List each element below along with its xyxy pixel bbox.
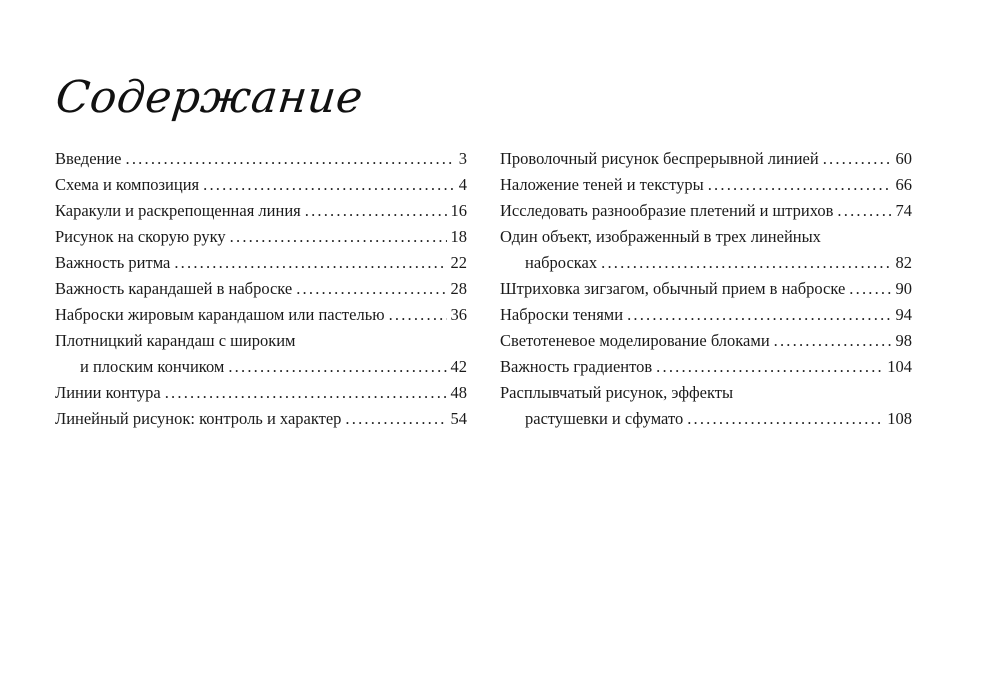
toc-entry-shadows-texture[interactable] bbox=[500, 172, 912, 198]
toc-entry-label-line1: Плотницкий карандаш с широким bbox=[55, 331, 296, 350]
toc-entry-carpenter-pencil[interactable] bbox=[55, 328, 467, 380]
toc-entry-page: 4 bbox=[458, 175, 467, 194]
toc-entry-line-drawing[interactable] bbox=[55, 406, 467, 432]
toc-entry-page: 48 bbox=[450, 383, 467, 402]
toc-entry-page: 74 bbox=[895, 201, 912, 220]
toc-entry-label-line2: растушевки и сфумато bbox=[525, 409, 684, 428]
toc-entry-page: 66 bbox=[895, 175, 912, 194]
toc-entry-page: 16 bbox=[450, 201, 467, 220]
toc-entry-label: Важность градиентов bbox=[500, 357, 653, 376]
toc-entry-scribbles[interactable] bbox=[55, 198, 467, 224]
toc-entry-label-line1: Один объект, изображенный в трех линейных bbox=[500, 227, 821, 246]
toc-entry-page: 3 bbox=[458, 149, 467, 168]
leader-dots bbox=[296, 276, 446, 302]
leader-dots bbox=[823, 146, 892, 172]
leader-dots bbox=[837, 198, 891, 224]
toc-entry-label: Проволочный рисунок беспрерывной линией bbox=[500, 149, 819, 168]
toc-entry-page: 22 bbox=[450, 253, 467, 272]
toc-entry-page: 28 bbox=[450, 279, 467, 298]
leader-dots bbox=[687, 406, 883, 432]
toc-entry-shadow-sketches[interactable] bbox=[500, 302, 912, 328]
leader-dots bbox=[389, 302, 447, 328]
leader-dots bbox=[708, 172, 892, 198]
toc-entry-page: 98 bbox=[895, 331, 912, 350]
toc-entry-label: Важность ритма bbox=[55, 253, 171, 272]
toc-entry-label: Наброски жировым карандашом или пастелью bbox=[55, 305, 385, 324]
toc-entry-zigzag-hatching[interactable] bbox=[500, 276, 912, 302]
toc-left-column bbox=[55, 146, 467, 432]
toc-entry-label: Схема и композиция bbox=[55, 175, 200, 194]
toc-entry-label: Штриховка зигзагом, обычный прием в наброске bbox=[500, 279, 846, 298]
toc-entry-label: Введение bbox=[55, 149, 122, 168]
toc-entry-page: 82 bbox=[895, 253, 912, 272]
page-title: Содержание bbox=[53, 72, 366, 123]
toc-entry-label: Светотеневое моделирование блоками bbox=[500, 331, 770, 350]
toc-entry-page: 60 bbox=[895, 149, 912, 168]
toc-entry-label: Исследовать разнообразие плетений и штрихов bbox=[500, 201, 834, 220]
toc-entry-block-modeling[interactable] bbox=[500, 328, 912, 354]
toc-entry-introduction[interactable] bbox=[55, 146, 467, 172]
leader-dots bbox=[203, 172, 455, 198]
toc-entry-page: 36 bbox=[450, 305, 467, 324]
toc-entry-grease-pencil[interactable] bbox=[55, 302, 467, 328]
toc-entry-label: Наложение теней и текстуры bbox=[500, 175, 704, 194]
toc-entry-page: 90 bbox=[895, 279, 912, 298]
leader-dots bbox=[126, 146, 455, 172]
leader-dots bbox=[305, 198, 447, 224]
leader-dots bbox=[601, 250, 891, 276]
toc-entry-pencils[interactable] bbox=[55, 276, 467, 302]
toc-entry-composition[interactable] bbox=[55, 172, 467, 198]
leader-dots bbox=[627, 302, 891, 328]
toc-entry-page: 54 bbox=[450, 409, 467, 428]
leader-dots bbox=[165, 380, 447, 406]
toc-entry-weaves-strokes[interactable] bbox=[500, 198, 912, 224]
toc-right-column bbox=[500, 146, 912, 432]
toc-entry-label: Линии контура bbox=[55, 383, 161, 402]
toc-entry-label: Наброски тенями bbox=[500, 305, 624, 324]
toc-entry-page: 42 bbox=[450, 357, 467, 376]
toc-entry-page: 18 bbox=[450, 227, 467, 246]
toc-entry-label-line1: Расплывчатый рисунок, эффекты bbox=[500, 383, 734, 402]
toc-entry-page: 104 bbox=[887, 357, 912, 376]
toc-entry-wire-drawing[interactable] bbox=[500, 146, 912, 172]
leader-dots bbox=[345, 406, 446, 432]
leader-dots bbox=[228, 354, 446, 380]
toc-entry-label-line2: и плоским кончиком bbox=[80, 357, 225, 376]
toc-entry-contour-lines[interactable] bbox=[55, 380, 467, 406]
toc-entry-quick-drawing[interactable] bbox=[55, 224, 467, 250]
leader-dots bbox=[230, 224, 447, 250]
toc-entry-page: 108 bbox=[887, 409, 912, 428]
toc-entry-three-sketches[interactable] bbox=[500, 224, 912, 276]
leader-dots bbox=[174, 250, 446, 276]
toc-entry-label-line2: набросках bbox=[525, 253, 598, 272]
toc-entry-page: 94 bbox=[895, 305, 912, 324]
leader-dots bbox=[656, 354, 883, 380]
toc-entry-sfumato[interactable] bbox=[500, 380, 912, 432]
toc-entry-gradients[interactable] bbox=[500, 354, 912, 380]
toc-entry-label: Рисунок на скорую руку bbox=[55, 227, 226, 246]
toc-entry-label: Важность карандашей в наброске bbox=[55, 279, 293, 298]
toc-entry-label: Каракули и раскрепощенная линия bbox=[55, 201, 301, 220]
toc-entry-label: Линейный рисунок: контроль и характер bbox=[55, 409, 342, 428]
leader-dots bbox=[774, 328, 892, 354]
leader-dots bbox=[849, 276, 891, 302]
toc-entry-rhythm[interactable] bbox=[55, 250, 467, 276]
